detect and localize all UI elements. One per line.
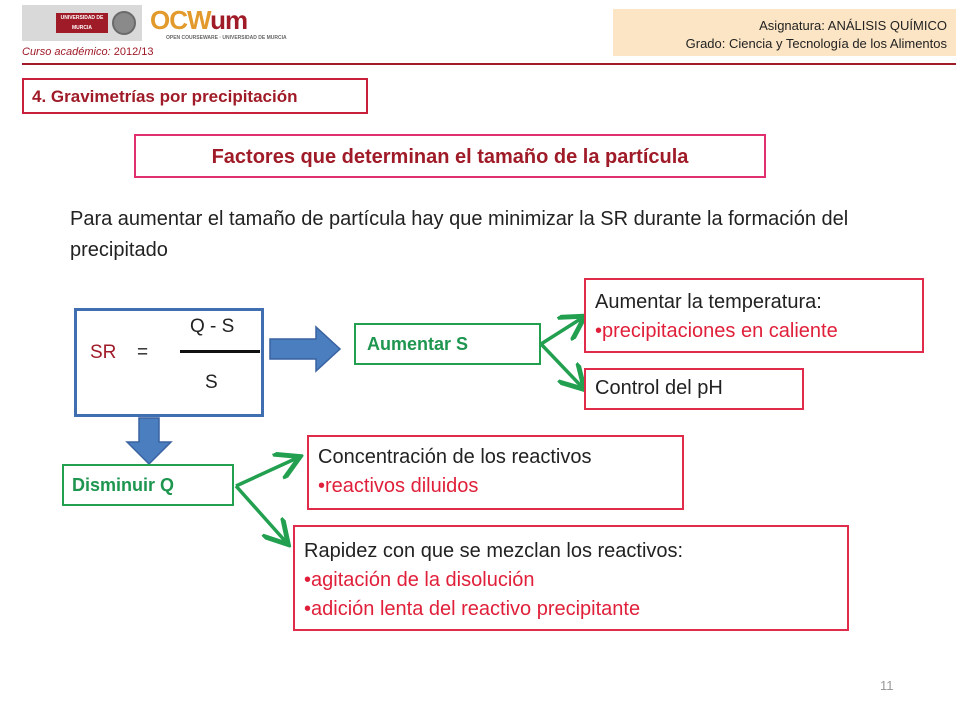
formula-numerator: Q - S bbox=[190, 316, 235, 337]
formula-denominator: S bbox=[205, 372, 218, 393]
arrow-to-ph-icon bbox=[541, 344, 582, 387]
fraction-bar bbox=[180, 350, 260, 353]
concentration-bullet: •reactivos diluidos bbox=[318, 475, 479, 497]
concentration-box bbox=[307, 435, 684, 510]
arrow-to-concentration-icon bbox=[236, 458, 297, 486]
page-number: 11 bbox=[880, 678, 894, 693]
temperature-box bbox=[584, 278, 924, 353]
temperature-bullet: •precipitaciones en caliente bbox=[595, 320, 838, 342]
section-title: 4. Gravimetrías por precipitación bbox=[22, 78, 368, 114]
formula-lhs: SR bbox=[90, 342, 117, 363]
course-year-label: Curso académico: bbox=[22, 46, 111, 58]
intro-text: Para aumentar el tamaño de partícula hay que minimizar la SR durante la formación del precipitado bbox=[70, 208, 849, 261]
arrow-right-icon bbox=[270, 327, 340, 371]
degree-line: Grado: Ciencia y Tecnología de los Alimentos bbox=[685, 36, 947, 51]
arrow-to-mixing-icon bbox=[236, 486, 286, 542]
temperature-heading: Aumentar la temperatura: bbox=[595, 291, 822, 313]
university-logo-wordmark: UNIVERSIDAD DE MURCIA bbox=[56, 13, 108, 33]
subject-line: Asignatura: ANÁLISIS QUÍMICO bbox=[759, 18, 947, 33]
mixing-box bbox=[293, 525, 849, 631]
mixing-bullet: •adición lenta del reactivo precipitante bbox=[304, 598, 641, 620]
ph-box: Control del pH bbox=[584, 368, 804, 410]
ocw-logo-wordmark: OCWum bbox=[150, 5, 248, 35]
arrow-to-temperature-icon bbox=[541, 318, 582, 344]
slide-title: Factores que determinan el tamaño de la partícula bbox=[134, 134, 766, 178]
concentration-heading: Concentración de los reactivos bbox=[318, 446, 592, 468]
decrease-q-box: Disminuir Q bbox=[62, 464, 234, 506]
formula-equals: = bbox=[137, 342, 149, 363]
increase-s-box: Aumentar S bbox=[354, 323, 541, 365]
mixing-bullet: •agitación de la disolución bbox=[304, 569, 535, 591]
mixing-heading: Rapidez con que se mezclan los reactivos: bbox=[304, 540, 684, 562]
arrow-down-icon bbox=[127, 418, 171, 464]
course-year-value: 2012/13 bbox=[113, 46, 154, 58]
ocw-logo-subtitle: OPEN COURSEWARE · UNIVERSIDAD DE MURCIA bbox=[166, 35, 287, 41]
